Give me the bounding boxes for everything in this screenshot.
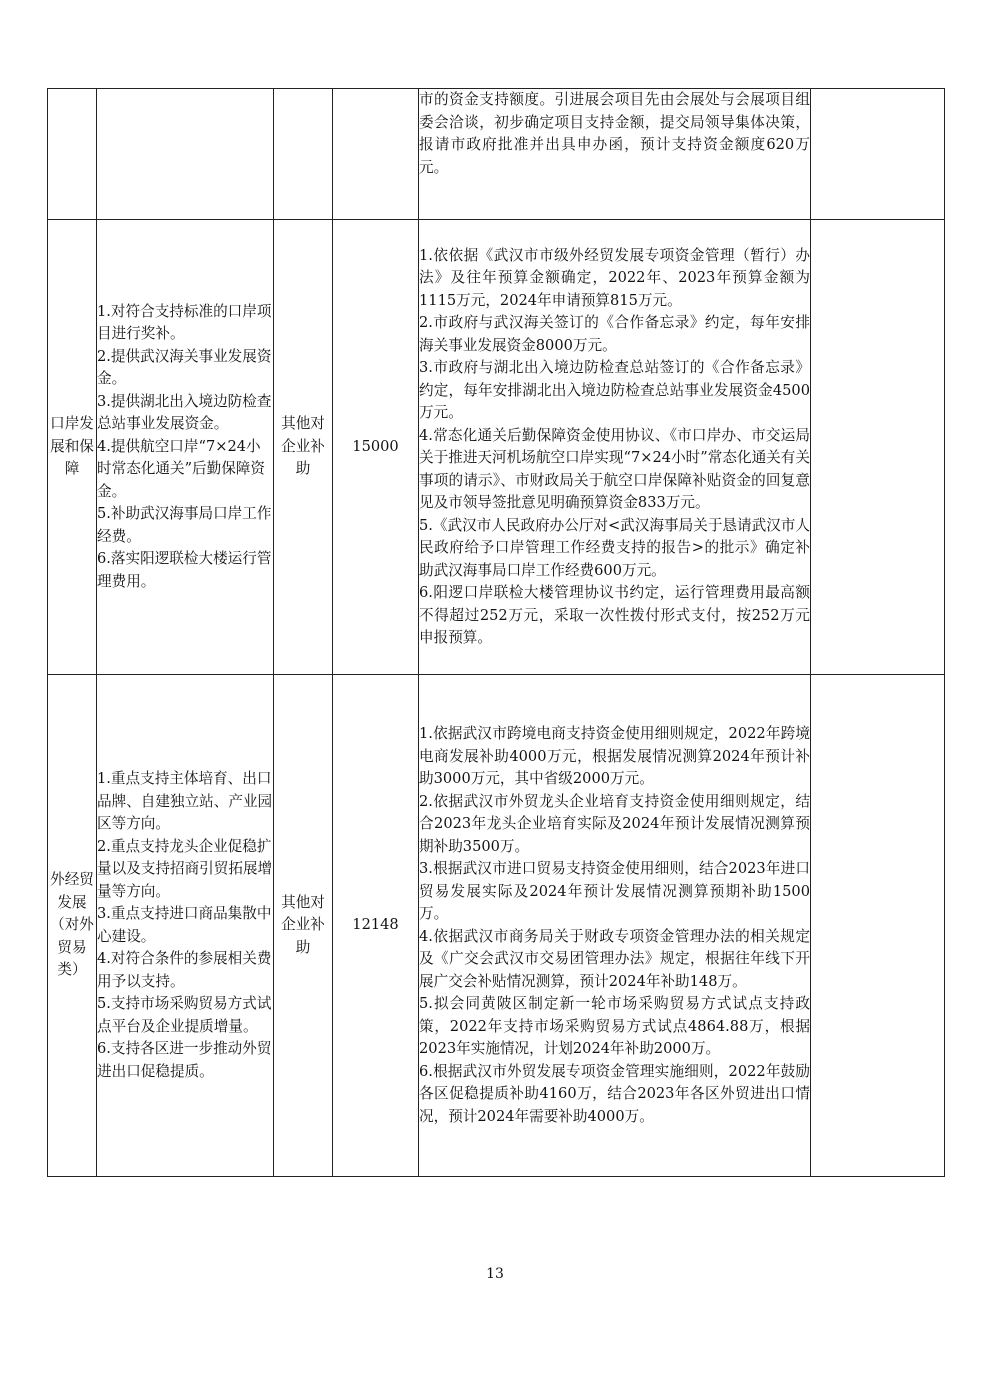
expense-type-cell: 其他对企业补助 (274, 220, 333, 675)
basis-item: 3.根据武汉市进口贸易支持资金使用细则，结合2023年进口贸易发展实际及2024年预计发展情况测算预期补助1500万。 (419, 860, 810, 922)
content-item: 3.提供湖北出入境边防检查总站事业发展资金。 (97, 392, 272, 433)
content-item: 4.提供航空口岸“7×24小时常态化通关”后勤保障资金。 (97, 437, 265, 500)
basis-item: 6.根据武汉市外贸发展专项资金管理实施细则，2022年鼓励各区促稳提质补助4160万，结合2023年各区外贸进出口情况，预计2024年需要补助4000万。 (419, 1062, 810, 1125)
remark-cell (811, 675, 945, 1177)
basis-item: 5.《武汉市人民政府办公厅对<武汉海事局关于恳请武汉市人民政府给予口岸管理工作经费支持的报告>的批示》确定补助武汉海事局口岸工作经费600万元。 (419, 516, 810, 579)
content-item: 2.提供武汉海关事业发展资金。 (97, 347, 272, 388)
amount-cell: 15000 (333, 220, 419, 675)
basis-cell (419, 89, 811, 220)
project-content-cell (97, 89, 274, 220)
remark-cell (811, 89, 945, 220)
expense-type-cell (274, 89, 333, 220)
basis-item: 1.依据武汉市跨境电商支持资金使用细则规定，2022年跨境电商发展补助4000万元，根据发展情况测算2024年预计补助3000万元，其中省级2000万元。 (419, 725, 810, 787)
basis-item: 4.依据武汉市商务局关于财政专项资金管理办法的相关规定及《广交会武汉市交易团管理办法》规定，根据往年线下开展广交会补贴情况测算，预计2024年补助148万。 (419, 927, 810, 990)
remark-cell (811, 220, 945, 675)
content-item: 3.重点支持进口商品集散中心建设。 (97, 905, 272, 945)
content-item: 6.落实阳逻联检大楼运行管理费用。 (97, 550, 272, 590)
expense-type-cell: 其他对企业补助 (274, 675, 333, 1177)
table-row (48, 675, 945, 1177)
basis-cell (419, 220, 811, 675)
basis-item: 2.市政府与武汉海关签订的《合作备忘录》约定，每年安排海关事业发展资金8000万元。 (419, 314, 810, 354)
project-name-cell: 外经贸发展（对外贸易类） (48, 675, 97, 1177)
project-name-cell (48, 89, 97, 220)
basis-item: 市的资金支持额度。引进展会项目先由会展处与会展项目组委会洽谈，初步确定项目支持金额，提交局领导集体决策，报请市政府批准并出具申办函，预计支持资金额度620万元。 (419, 91, 810, 176)
project-content-cell (97, 220, 274, 675)
content-item: 6.支持各区进一步推动外贸进出口促稳提质。 (97, 1040, 272, 1080)
content-item: 1.重点支持主体培育、出口品牌、自建独立站、产业园区等方向。 (97, 770, 273, 832)
basis-item: 1.依依据《武汉市市级外经贸发展专项资金管理（暂行）办法》及往年预算金额确定，2022年、2023年预算金额为1115万元，2024年申请预算815万元。 (419, 246, 810, 309)
content-item: 1.对符合支持标准的口岸项目进行奖补。 (97, 302, 272, 343)
table-row (48, 89, 945, 220)
basis-item: 5.拟会同黄陂区制定新一轮市场采购贸易方式试点支持政策，2022年支持市场采购贸易方式试点4864.88万，根据2023年实施情况，计划2024年补助2000万。 (419, 995, 810, 1057)
amount-cell (333, 89, 419, 220)
content-item: 5.支持市场采购贸易方式试点平台及企业提质增量。 (97, 995, 272, 1035)
budget-table (47, 88, 945, 1177)
amount-cell: 12148 (333, 675, 419, 1177)
basis-item: 2.依据武汉市外贸龙头企业培育支持资金使用细则规定，结合2023年龙头企业培育实际及2024年预计发展情况测算预期补助3500万。 (419, 792, 810, 855)
content-item: 5.补助武汉海事局口岸工作经费。 (97, 505, 272, 545)
content-item: 2.重点支持龙头企业促稳扩量以及支持招商引贸拓展增量等方向。 (97, 837, 273, 900)
basis-item: 4.常态化通关后勤保障资金使用协议、《市口岸办、市交运局关于推进天河机场航空口岸实现“7×24小时”常态化通关有关事项的请示》、市财政局关于航空口岸保障补贴资金的回复意见及市领导签批意见明确预算资金833万元。 (419, 426, 810, 511)
project-name-cell: 口岸发展和保障 (48, 220, 97, 675)
table-row (48, 220, 945, 675)
page-number: 13 (486, 1266, 504, 1282)
basis-item: 3.市政府与湖北出入境边防检查总站签订的《合作备忘录》约定，每年安排湖北出入境边防检查总站事业发展资金4500万元。 (419, 359, 810, 421)
basis-cell (419, 675, 811, 1177)
project-content-cell (97, 675, 274, 1177)
basis-item: 6.阳逻口岸联检大楼管理协议书约定，运行管理费用最高额不得超过252万元，采取一次性拨付形式支付，按252万元申报预算。 (419, 584, 810, 646)
content-item: 4.对符合条件的参展相关费用予以支持。 (97, 950, 272, 990)
